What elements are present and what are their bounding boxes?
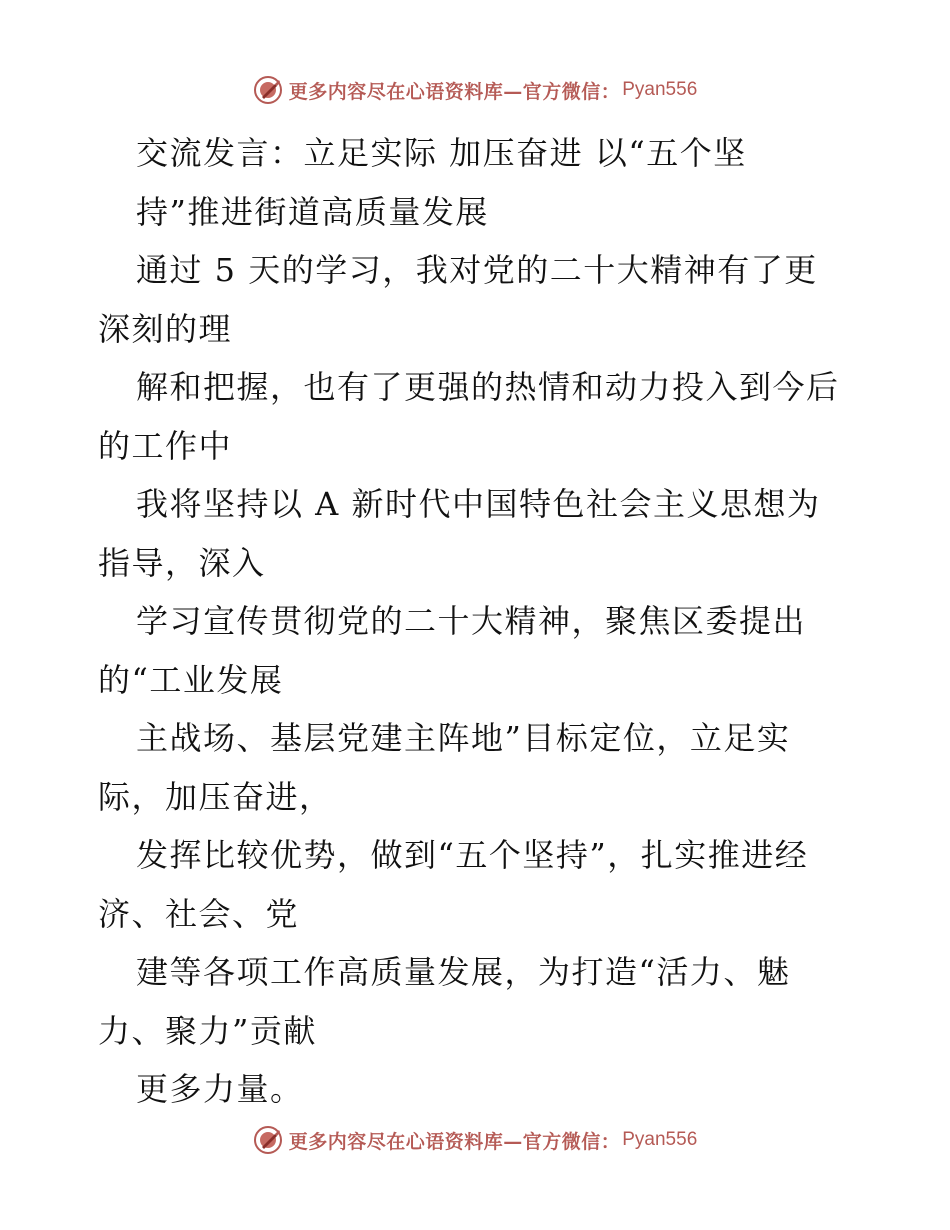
paragraph-line: 建等各项工作高质量发展，为打造“活力、魅 [136, 953, 791, 991]
paragraph-line: 发挥比较优势，做到“五个坚持”，扎实推进经 [136, 836, 809, 874]
footer-banner-text: 更多内容尽在心语资料库—官方微信： [288, 1130, 621, 1153]
paragraph-line: 通过 5 天的学习，我对党的二十大精神有了更 [136, 251, 818, 289]
paragraph-line: 更多力量。 [136, 1070, 304, 1108]
pen-logo-icon [253, 1125, 283, 1155]
body-text [98, 124, 858, 1119]
header-wechat-id: Pyan556 [622, 79, 698, 100]
paragraph-line: 济、社会、党 [98, 894, 300, 933]
paragraph-line: 际，加压奋进， [98, 777, 333, 816]
paragraph-line: 力、聚力”贡献 [98, 1011, 317, 1050]
paragraph-line: 深刻的理 [98, 309, 233, 348]
footer-watermark-banner [0, 1120, 950, 1160]
paragraph-line: 解和把握，也有了更强的热情和动力投入到今后 [136, 368, 840, 406]
header-watermark-banner [0, 70, 950, 110]
header-banner-text: 更多内容尽在心语资料库—官方微信： [288, 80, 621, 103]
paragraph-line: 学习宣传贯彻党的二十大精神，聚焦区委提出 [136, 602, 807, 640]
title-line-2: 持”推进街道高质量发展 [136, 192, 489, 231]
paragraph-line: 主战场、基层党建主阵地”目标定位，立足实 [136, 719, 791, 757]
paragraph-line: 的工作中 [98, 426, 233, 465]
title-line-1: 交流发言：立足实际 加压奋进 以“五个坚 [136, 134, 747, 172]
paragraph-line: 我将坚持以 A 新时代中国特色社会主义思想为 [136, 485, 821, 523]
paragraph-line: 的“工业发展 [98, 660, 284, 699]
paragraph-line: 指导，深入 [98, 543, 266, 582]
pen-logo-icon [253, 75, 283, 105]
footer-wechat-id: Pyan556 [622, 1129, 698, 1150]
